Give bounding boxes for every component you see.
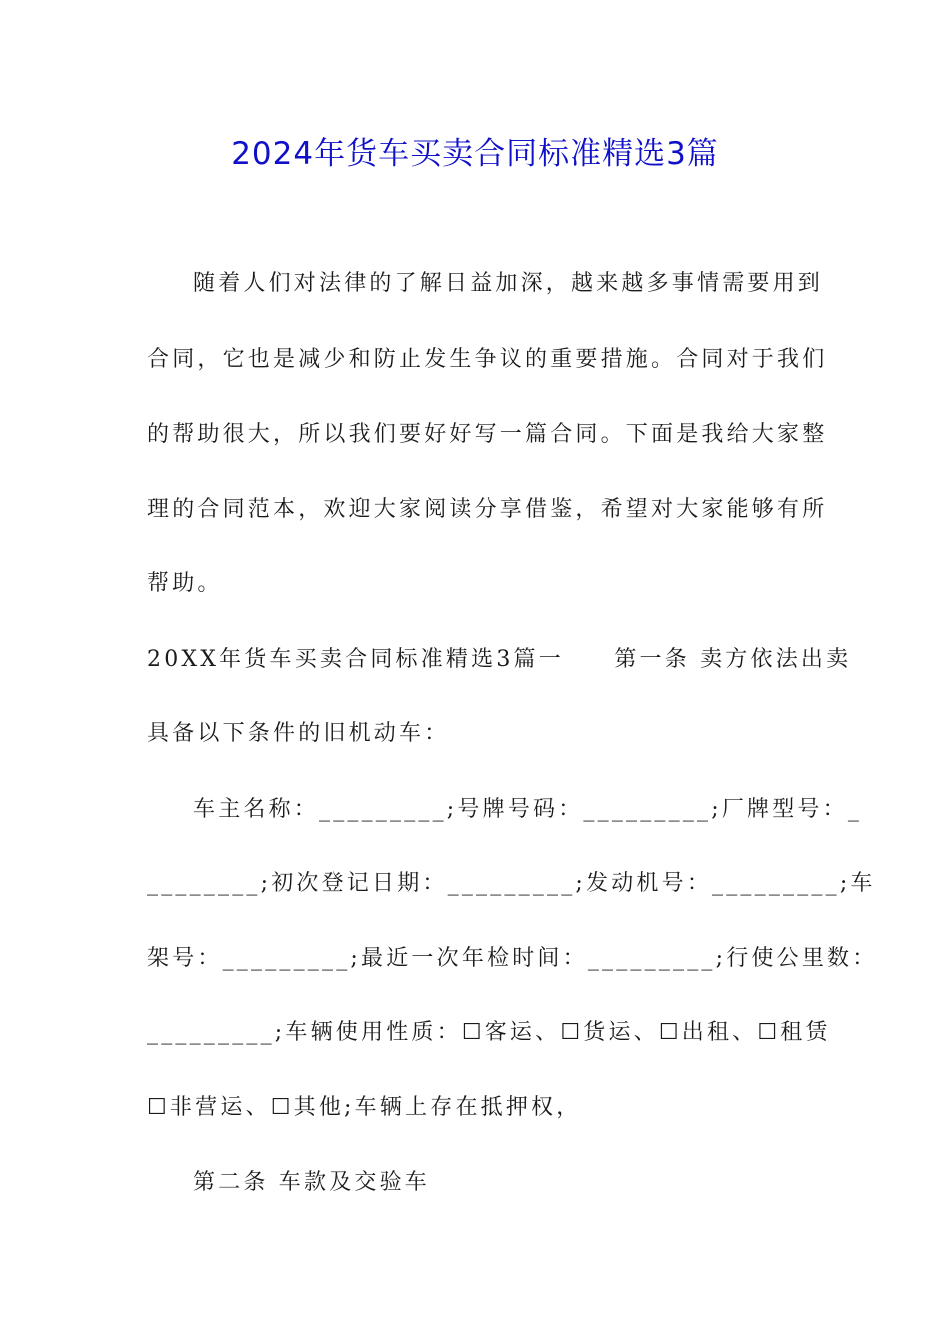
vehicle-info-line-2: ________;初次登记日期：_________;发动机号：_________;车	[147, 871, 876, 896]
intro-line-2: 合同，它也是减少和防止发生争议的重要措施。合同对于我们	[147, 347, 828, 372]
vehicle-info-line-5: ☐非营运、☐其他;车辆上存在抵押权，	[147, 1095, 582, 1120]
intro-line-5: 帮助。	[147, 571, 223, 596]
intro-line-1: 随着人们对法律的了解日益加深，越来越多事情需要用到	[193, 271, 824, 296]
vehicle-info-line-4: _________;车辆使用性质：☐客运、☐货运、☐出租、☐租赁	[147, 1020, 831, 1045]
intro-line-3: 的帮助很大，所以我们要好好写一篇合同。下面是我给大家整	[147, 422, 828, 447]
vehicle-info-line-3: 架号：_________;最近一次年检时间：_________;行使公里数：	[147, 946, 878, 971]
document-title: 2024年货车买卖合同标准精选3篇	[231, 136, 719, 172]
intro-line-4: 理的合同范本，欢迎大家阅读分享借鉴，希望对大家能够有所	[147, 497, 828, 522]
article-1-line: 具备以下条件的旧机动车：	[147, 721, 450, 746]
section-heading-line: 20XX年货车买卖合同标准精选3篇一 第一条 卖方依法出卖	[147, 647, 852, 672]
article-2-heading: 第二条 车款及交验车	[193, 1170, 430, 1195]
vehicle-info-line-1: 车主名称：_________;号牌号码：_________;厂牌型号：_	[193, 797, 863, 822]
